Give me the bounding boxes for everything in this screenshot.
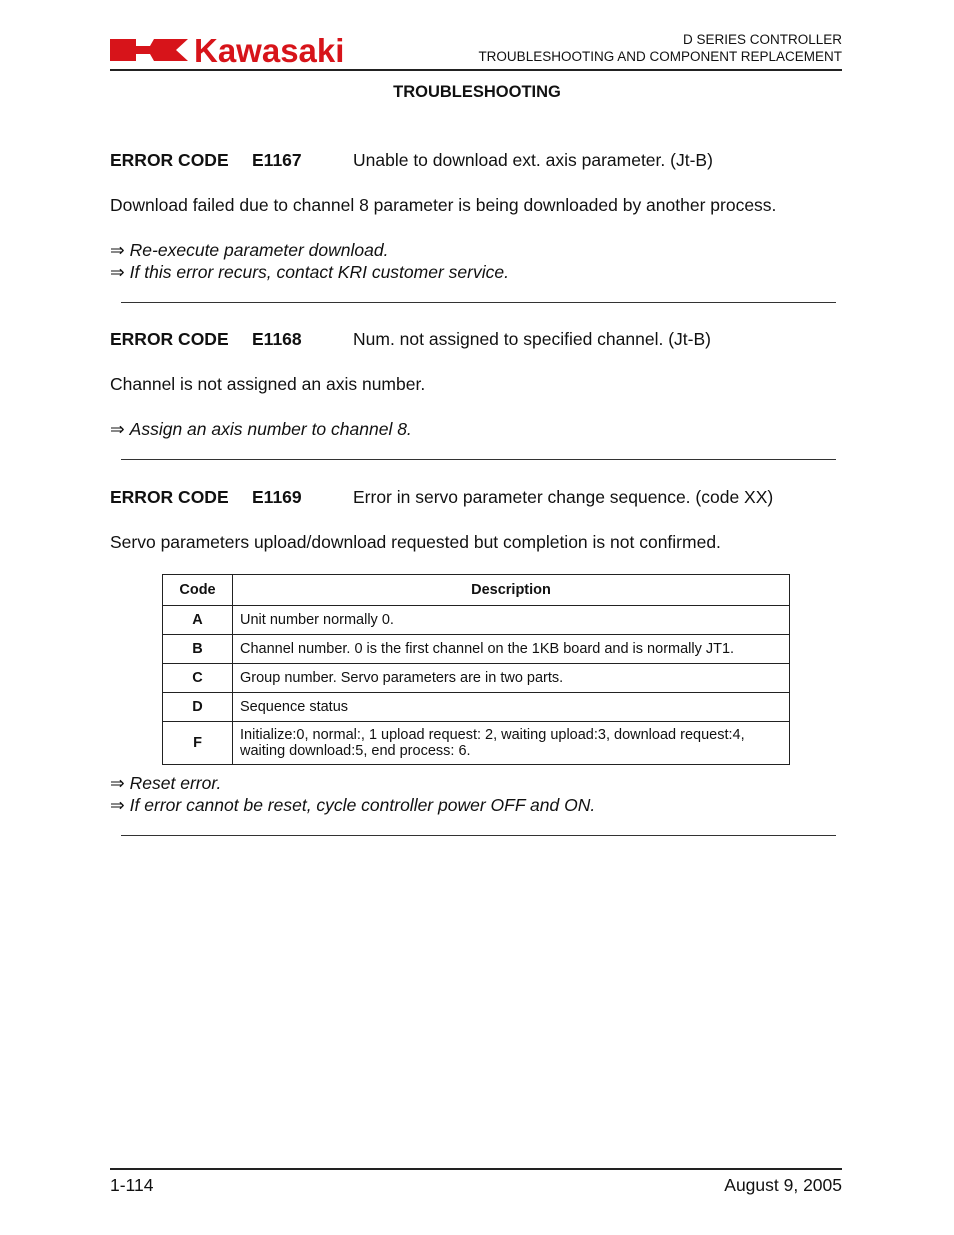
error-title: Error in servo parameter change sequence. (code XX) [353, 487, 774, 507]
table-header-row [163, 575, 790, 606]
table-row [163, 635, 790, 664]
column-header-description: Description [233, 575, 790, 606]
error-label: ERROR CODE [110, 487, 229, 507]
code-table [162, 574, 790, 765]
section-title: TROUBLESHOOTING [393, 83, 561, 101]
code-cell: B [163, 635, 233, 664]
svg-text:Kawasaki: Kawasaki [194, 32, 345, 68]
error-label: ERROR CODE [110, 329, 229, 349]
table-row [163, 606, 790, 635]
code-cell: F [163, 722, 233, 765]
error-description: Channel is not assigned an axis number. [110, 374, 426, 394]
description-cell: Channel number. 0 is the first channel on the 1KB board and is normally JT1. [233, 635, 790, 664]
section-separator [121, 835, 836, 836]
table-row [163, 664, 790, 693]
error-code: E1167 [252, 150, 302, 170]
document-header [478, 31, 842, 65]
error-code: E1169 [252, 487, 302, 507]
table-row [163, 693, 790, 722]
error-label: ERROR CODE [110, 150, 229, 170]
table-row [163, 722, 790, 765]
section-separator [121, 459, 836, 460]
code-cell: C [163, 664, 233, 693]
action-item: ⇒ Reset error. [110, 773, 222, 793]
description-cell: Unit number normally 0. [233, 606, 790, 635]
description-cell: Group number. Servo parameters are in two parts. [233, 664, 790, 693]
section-separator [121, 302, 836, 303]
code-cell: A [163, 606, 233, 635]
publication-date: August 9, 2005 [724, 1175, 842, 1195]
action-item: ⇒ Assign an axis number to channel 8. [110, 419, 412, 439]
kawasaki-logo [110, 32, 390, 68]
error-title: Num. not assigned to specified channel. (Jt-B) [353, 329, 711, 349]
action-item: ⇒ Re-execute parameter download. [110, 240, 389, 260]
action-item: ⇒ If error cannot be reset, cycle controller power OFF and ON. [110, 795, 596, 815]
arrow-icon: ⇒ [110, 240, 125, 260]
arrow-icon: ⇒ [110, 419, 125, 439]
header-rule [110, 69, 842, 71]
code-cell: D [163, 693, 233, 722]
header-subject: TROUBLESHOOTING AND COMPONENT REPLACEMENT [478, 49, 842, 64]
header-series: D SERIES CONTROLLER [682, 32, 842, 47]
arrow-icon: ⇒ [110, 795, 125, 815]
error-description: Download failed due to channel 8 parameter is being downloaded by another process. [110, 195, 777, 215]
error-title: Unable to download ext. axis parameter. (Jt-B) [353, 150, 713, 170]
footer-rule [110, 1168, 842, 1170]
description-cell: Sequence status [233, 693, 790, 722]
description-cell: Initialize:0, normal:, 1 upload request: 2, waiting upload:3, download request:4, waiting download:5, end process: 6. [233, 722, 790, 765]
error-code: E1168 [252, 329, 302, 349]
action-item: ⇒ If this error recurs, contact KRI customer service. [110, 262, 509, 282]
column-header-code: Code [163, 575, 233, 606]
arrow-icon: ⇒ [110, 262, 125, 282]
error-description: Servo parameters upload/download requested but completion is not confirmed. [110, 532, 721, 552]
arrow-icon: ⇒ [110, 773, 125, 793]
page-number: 1-114 [110, 1175, 154, 1195]
